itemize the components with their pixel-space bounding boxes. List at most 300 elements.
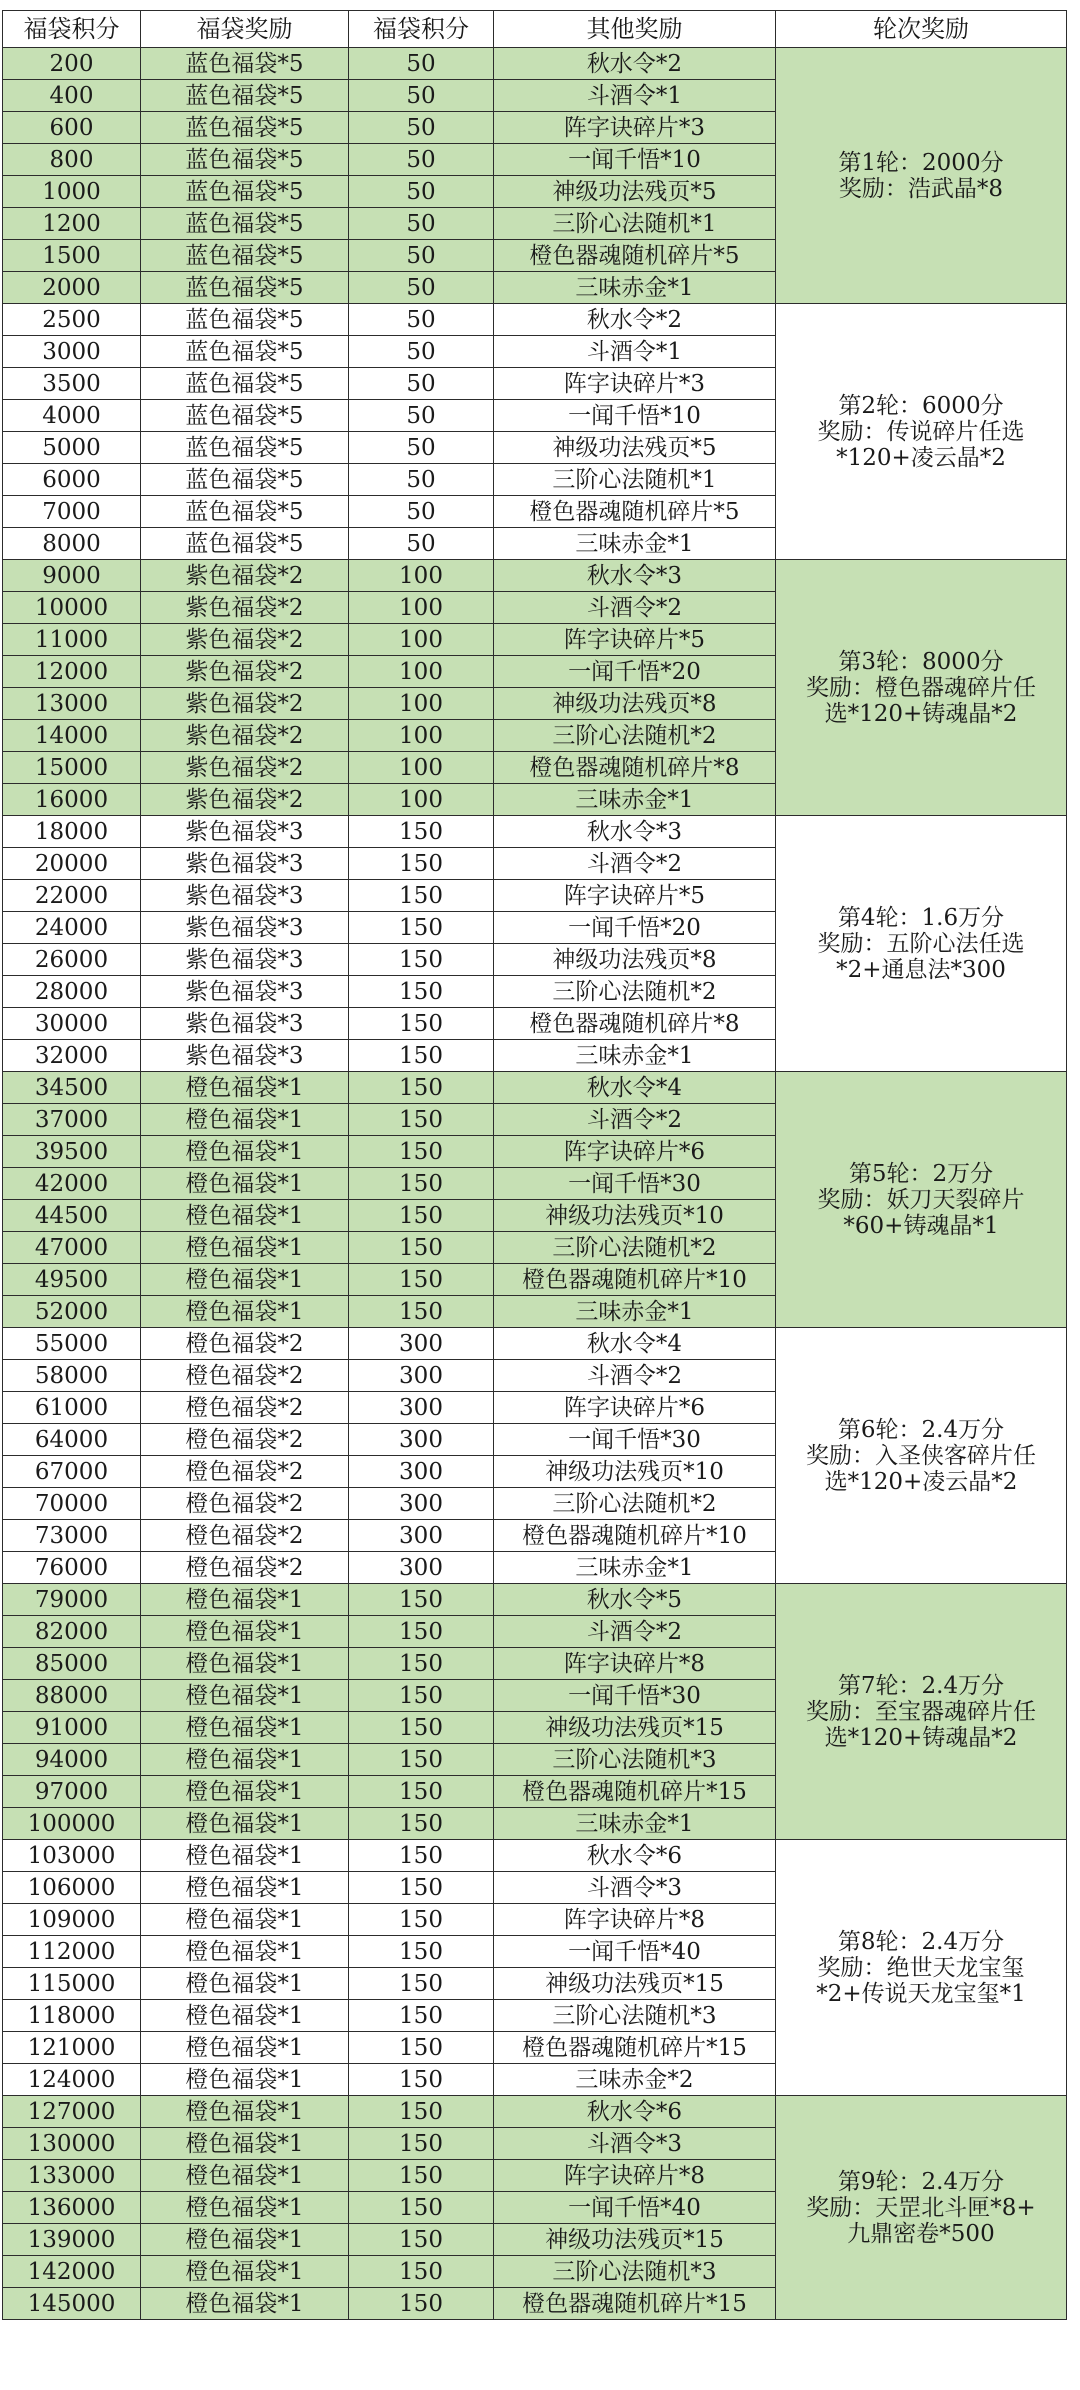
bag-reward-cell: 橙色福袋*1 bbox=[141, 2032, 349, 2064]
round-reward-line: 选*120+凌云晶*2 bbox=[824, 1468, 1018, 1495]
round-title: 第2轮：6000分 bbox=[838, 392, 1004, 419]
bag-points-2-cell: 50 bbox=[349, 496, 494, 528]
bag-points-cell: 73000 bbox=[3, 1520, 141, 1552]
bag-reward-cell: 蓝色福袋*5 bbox=[141, 112, 349, 144]
round-reward-cell bbox=[776, 304, 1067, 560]
bag-points-2-cell: 300 bbox=[349, 1392, 494, 1424]
table-row bbox=[3, 2096, 1067, 2128]
bag-reward-cell: 紫色福袋*2 bbox=[141, 592, 349, 624]
bag-points-2-cell: 50 bbox=[349, 368, 494, 400]
other-reward-cell: 斗酒令*3 bbox=[494, 1872, 776, 1904]
round-reward-line: *60+铸魂晶*1 bbox=[843, 1212, 999, 1239]
other-reward-cell: 三味赤金*2 bbox=[494, 2064, 776, 2096]
bag-points-2-cell: 100 bbox=[349, 560, 494, 592]
other-reward-cell: 三阶心法随机*1 bbox=[494, 208, 776, 240]
bag-points-2-cell: 150 bbox=[349, 2192, 494, 2224]
bag-points-cell: 9000 bbox=[3, 560, 141, 592]
other-reward-cell: 阵字诀碎片*3 bbox=[494, 112, 776, 144]
bag-points-cell: 100000 bbox=[3, 1808, 141, 1840]
bag-points-cell: 18000 bbox=[3, 816, 141, 848]
bag-points-cell: 118000 bbox=[3, 2000, 141, 2032]
bag-points-2-cell: 150 bbox=[349, 912, 494, 944]
bag-points-2-cell: 150 bbox=[349, 816, 494, 848]
other-reward-cell: 斗酒令*2 bbox=[494, 592, 776, 624]
bag-points-cell: 34500 bbox=[3, 1072, 141, 1104]
bag-points-cell: 133000 bbox=[3, 2160, 141, 2192]
bag-points-cell: 52000 bbox=[3, 1296, 141, 1328]
other-reward-cell: 三阶心法随机*3 bbox=[494, 1744, 776, 1776]
bag-points-2-cell: 150 bbox=[349, 1904, 494, 1936]
other-reward-cell: 三味赤金*1 bbox=[494, 1040, 776, 1072]
bag-points-2-cell: 300 bbox=[349, 1488, 494, 1520]
bag-reward-cell: 橙色福袋*1 bbox=[141, 1200, 349, 1232]
other-reward-cell: 神级功法残页*10 bbox=[494, 1200, 776, 1232]
bag-reward-cell: 橙色福袋*1 bbox=[141, 1616, 349, 1648]
bag-points-2-cell: 50 bbox=[349, 432, 494, 464]
table-row bbox=[3, 560, 1067, 592]
bag-points-cell: 58000 bbox=[3, 1360, 141, 1392]
bag-points-2-cell: 50 bbox=[349, 272, 494, 304]
table-row bbox=[3, 1328, 1067, 1360]
bag-points-2-cell: 300 bbox=[349, 1520, 494, 1552]
bag-reward-cell: 紫色福袋*3 bbox=[141, 944, 349, 976]
bag-reward-cell: 蓝色福袋*5 bbox=[141, 432, 349, 464]
bag-points-2-cell: 100 bbox=[349, 624, 494, 656]
bag-points-cell: 12000 bbox=[3, 656, 141, 688]
bag-points-2-cell: 150 bbox=[349, 2256, 494, 2288]
bag-points-cell: 800 bbox=[3, 144, 141, 176]
bag-reward-cell: 紫色福袋*3 bbox=[141, 880, 349, 912]
round-title: 第8轮：2.4万分 bbox=[837, 1928, 1005, 1955]
bag-reward-cell: 蓝色福袋*5 bbox=[141, 496, 349, 528]
bag-reward-cell: 蓝色福袋*5 bbox=[141, 208, 349, 240]
bag-points-2-cell: 50 bbox=[349, 208, 494, 240]
other-reward-cell: 橙色器魂随机碎片*8 bbox=[494, 1008, 776, 1040]
bag-points-2-cell: 150 bbox=[349, 1744, 494, 1776]
other-reward-cell: 橙色器魂随机碎片*15 bbox=[494, 2032, 776, 2064]
bag-points-cell: 1000 bbox=[3, 176, 141, 208]
bag-points-2-cell: 50 bbox=[349, 528, 494, 560]
bag-points-2-cell: 50 bbox=[349, 48, 494, 80]
bag-points-2-cell: 150 bbox=[349, 976, 494, 1008]
other-reward-cell: 一闻千悟*10 bbox=[494, 400, 776, 432]
bag-points-cell: 32000 bbox=[3, 1040, 141, 1072]
bag-points-cell: 22000 bbox=[3, 880, 141, 912]
bag-reward-cell: 蓝色福袋*5 bbox=[141, 144, 349, 176]
other-reward-cell: 三阶心法随机*2 bbox=[494, 720, 776, 752]
bag-points-2-cell: 150 bbox=[349, 944, 494, 976]
bag-points-cell: 400 bbox=[3, 80, 141, 112]
bag-reward-cell: 橙色福袋*1 bbox=[141, 2128, 349, 2160]
bag-points-2-cell: 150 bbox=[349, 2096, 494, 2128]
bag-reward-cell: 蓝色福袋*5 bbox=[141, 400, 349, 432]
bag-points-cell: 2500 bbox=[3, 304, 141, 336]
bag-reward-cell: 橙色福袋*1 bbox=[141, 1136, 349, 1168]
bag-points-cell: 55000 bbox=[3, 1328, 141, 1360]
bag-points-cell: 3500 bbox=[3, 368, 141, 400]
bag-reward-cell: 橙色福袋*2 bbox=[141, 1360, 349, 1392]
bag-points-cell: 600 bbox=[3, 112, 141, 144]
bag-points-2-cell: 50 bbox=[349, 80, 494, 112]
bag-points-cell: 44500 bbox=[3, 1200, 141, 1232]
bag-points-cell: 47000 bbox=[3, 1232, 141, 1264]
round-reward-cell bbox=[776, 816, 1067, 1072]
bag-reward-cell: 蓝色福袋*5 bbox=[141, 80, 349, 112]
bag-reward-cell: 蓝色福袋*5 bbox=[141, 240, 349, 272]
bag-points-cell: 49500 bbox=[3, 1264, 141, 1296]
other-reward-cell: 三阶心法随机*3 bbox=[494, 2000, 776, 2032]
other-reward-cell: 秋水令*6 bbox=[494, 2096, 776, 2128]
bag-points-2-cell: 150 bbox=[349, 1232, 494, 1264]
bag-points-cell: 37000 bbox=[3, 1104, 141, 1136]
bag-reward-cell: 橙色福袋*1 bbox=[141, 1168, 349, 1200]
bag-points-cell: 145000 bbox=[3, 2288, 141, 2320]
round-reward-line: 九鼎密卷*500 bbox=[847, 2220, 995, 2247]
bag-points-2-cell: 150 bbox=[349, 2032, 494, 2064]
other-reward-cell: 三味赤金*1 bbox=[494, 1808, 776, 1840]
bag-points-cell: 11000 bbox=[3, 624, 141, 656]
other-reward-cell: 秋水令*4 bbox=[494, 1328, 776, 1360]
bag-points-2-cell: 100 bbox=[349, 784, 494, 816]
bag-reward-cell: 橙色福袋*1 bbox=[141, 1776, 349, 1808]
round-title: 第3轮：8000分 bbox=[838, 648, 1004, 675]
other-reward-cell: 三味赤金*1 bbox=[494, 1552, 776, 1584]
other-reward-cell: 秋水令*2 bbox=[494, 304, 776, 336]
bag-points-2-cell: 100 bbox=[349, 688, 494, 720]
bag-points-2-cell: 150 bbox=[349, 2128, 494, 2160]
other-reward-cell: 阵字诀碎片*3 bbox=[494, 368, 776, 400]
bag-points-2-cell: 300 bbox=[349, 1552, 494, 1584]
bag-points-cell: 91000 bbox=[3, 1712, 141, 1744]
other-reward-cell: 橙色器魂随机碎片*5 bbox=[494, 240, 776, 272]
other-reward-cell: 斗酒令*2 bbox=[494, 1360, 776, 1392]
bag-points-2-cell: 150 bbox=[349, 2000, 494, 2032]
other-reward-cell: 斗酒令*2 bbox=[494, 848, 776, 880]
bag-reward-cell: 蓝色福袋*5 bbox=[141, 336, 349, 368]
bag-points-2-cell: 150 bbox=[349, 1616, 494, 1648]
bag-points-cell: 8000 bbox=[3, 528, 141, 560]
other-reward-cell: 三味赤金*1 bbox=[494, 528, 776, 560]
bag-points-cell: 85000 bbox=[3, 1648, 141, 1680]
bag-points-2-cell: 150 bbox=[349, 1264, 494, 1296]
bag-points-2-cell: 150 bbox=[349, 1872, 494, 1904]
bag-points-2-cell: 300 bbox=[349, 1328, 494, 1360]
bag-reward-cell: 橙色福袋*1 bbox=[141, 2288, 349, 2320]
other-reward-cell: 斗酒令*2 bbox=[494, 1104, 776, 1136]
bag-points-cell: 136000 bbox=[3, 2192, 141, 2224]
round-reward-line: 奖励：传说碎片任选 bbox=[817, 418, 1025, 445]
bag-points-2-cell: 50 bbox=[349, 336, 494, 368]
reward-table bbox=[2, 10, 1067, 2320]
bag-points-2-cell: 150 bbox=[349, 1936, 494, 1968]
bag-points-2-cell: 150 bbox=[349, 1840, 494, 1872]
bag-points-cell: 16000 bbox=[3, 784, 141, 816]
bag-points-cell: 39500 bbox=[3, 1136, 141, 1168]
other-reward-cell: 一闻千悟*20 bbox=[494, 656, 776, 688]
bag-points-cell: 15000 bbox=[3, 752, 141, 784]
round-reward-line: *2+通息法*300 bbox=[836, 956, 1006, 983]
bag-points-cell: 61000 bbox=[3, 1392, 141, 1424]
bag-points-cell: 26000 bbox=[3, 944, 141, 976]
bag-points-cell: 82000 bbox=[3, 1616, 141, 1648]
bag-points-2-cell: 150 bbox=[349, 1776, 494, 1808]
round-title: 第6轮：2.4万分 bbox=[837, 1416, 1005, 1443]
bag-points-cell: 139000 bbox=[3, 2224, 141, 2256]
round-reward-line: 奖励：浩武晶*8 bbox=[838, 175, 1004, 202]
bag-points-cell: 6000 bbox=[3, 464, 141, 496]
other-reward-cell: 一闻千悟*10 bbox=[494, 144, 776, 176]
other-reward-cell: 神级功法残页*8 bbox=[494, 688, 776, 720]
bag-reward-cell: 紫色福袋*2 bbox=[141, 752, 349, 784]
bag-points-2-cell: 150 bbox=[349, 2064, 494, 2096]
bag-points-cell: 13000 bbox=[3, 688, 141, 720]
bag-points-cell: 79000 bbox=[3, 1584, 141, 1616]
bag-points-2-cell: 50 bbox=[349, 240, 494, 272]
bag-reward-cell: 橙色福袋*1 bbox=[141, 1712, 349, 1744]
bag-points-2-cell: 150 bbox=[349, 2224, 494, 2256]
bag-points-2-cell: 150 bbox=[349, 2288, 494, 2320]
other-reward-cell: 三阶心法随机*3 bbox=[494, 2256, 776, 2288]
bag-points-cell: 7000 bbox=[3, 496, 141, 528]
header-other-reward: 其他奖励 bbox=[494, 11, 776, 48]
bag-points-cell: 76000 bbox=[3, 1552, 141, 1584]
bag-points-2-cell: 150 bbox=[349, 1072, 494, 1104]
bag-points-cell: 94000 bbox=[3, 1744, 141, 1776]
bag-reward-cell: 橙色福袋*1 bbox=[141, 1072, 349, 1104]
bag-reward-cell: 橙色福袋*1 bbox=[141, 2160, 349, 2192]
bag-points-cell: 106000 bbox=[3, 1872, 141, 1904]
other-reward-cell: 秋水令*4 bbox=[494, 1072, 776, 1104]
other-reward-cell: 神级功法残页*15 bbox=[494, 1968, 776, 2000]
bag-reward-cell: 橙色福袋*1 bbox=[141, 2192, 349, 2224]
bag-points-2-cell: 150 bbox=[349, 2160, 494, 2192]
bag-points-cell: 42000 bbox=[3, 1168, 141, 1200]
other-reward-cell: 秋水令*2 bbox=[494, 48, 776, 80]
header-bag-points: 福袋积分 bbox=[3, 11, 141, 48]
other-reward-cell: 橙色器魂随机碎片*15 bbox=[494, 2288, 776, 2320]
other-reward-cell: 秋水令*3 bbox=[494, 816, 776, 848]
bag-reward-cell: 紫色福袋*2 bbox=[141, 624, 349, 656]
other-reward-cell: 一闻千悟*40 bbox=[494, 2192, 776, 2224]
bag-points-cell: 200 bbox=[3, 48, 141, 80]
bag-points-2-cell: 150 bbox=[349, 1040, 494, 1072]
other-reward-cell: 秋水令*3 bbox=[494, 560, 776, 592]
table-row bbox=[3, 1072, 1067, 1104]
other-reward-cell: 斗酒令*1 bbox=[494, 336, 776, 368]
bag-points-cell: 2000 bbox=[3, 272, 141, 304]
bag-points-2-cell: 150 bbox=[349, 1136, 494, 1168]
other-reward-cell: 神级功法残页*5 bbox=[494, 432, 776, 464]
bag-points-2-cell: 300 bbox=[349, 1424, 494, 1456]
bag-points-cell: 1200 bbox=[3, 208, 141, 240]
other-reward-cell: 橙色器魂随机碎片*8 bbox=[494, 752, 776, 784]
other-reward-cell: 神级功法残页*15 bbox=[494, 1712, 776, 1744]
other-reward-cell: 神级功法残页*15 bbox=[494, 2224, 776, 2256]
bag-reward-cell: 紫色福袋*3 bbox=[141, 848, 349, 880]
bag-points-cell: 67000 bbox=[3, 1456, 141, 1488]
bag-points-cell: 10000 bbox=[3, 592, 141, 624]
bag-points-cell: 64000 bbox=[3, 1424, 141, 1456]
other-reward-cell: 秋水令*6 bbox=[494, 1840, 776, 1872]
other-reward-cell: 阵字诀碎片*6 bbox=[494, 1392, 776, 1424]
bag-points-cell: 103000 bbox=[3, 1840, 141, 1872]
bag-reward-cell: 橙色福袋*2 bbox=[141, 1488, 349, 1520]
other-reward-cell: 斗酒令*2 bbox=[494, 1616, 776, 1648]
round-reward-line: 奖励：橙色器魂碎片任 bbox=[806, 674, 1036, 701]
table-row bbox=[3, 304, 1067, 336]
other-reward-cell: 一闻千悟*40 bbox=[494, 1936, 776, 1968]
bag-reward-cell: 橙色福袋*1 bbox=[141, 1808, 349, 1840]
bag-points-cell: 28000 bbox=[3, 976, 141, 1008]
bag-points-2-cell: 100 bbox=[349, 656, 494, 688]
bag-reward-cell: 橙色福袋*1 bbox=[141, 1872, 349, 1904]
bag-reward-cell: 紫色福袋*2 bbox=[141, 720, 349, 752]
round-title: 第9轮：2.4万分 bbox=[837, 2168, 1005, 2195]
bag-points-2-cell: 150 bbox=[349, 1648, 494, 1680]
bag-points-2-cell: 150 bbox=[349, 880, 494, 912]
other-reward-cell: 三味赤金*1 bbox=[494, 784, 776, 816]
bag-points-cell: 24000 bbox=[3, 912, 141, 944]
round-reward-line: *120+凌云晶*2 bbox=[836, 444, 1006, 471]
bag-reward-cell: 橙色福袋*1 bbox=[141, 1936, 349, 1968]
round-reward-line: 奖励：至宝器魂碎片任 bbox=[806, 1698, 1036, 1725]
bag-points-2-cell: 150 bbox=[349, 1808, 494, 1840]
bag-reward-cell: 橙色福袋*1 bbox=[141, 2064, 349, 2096]
bag-reward-cell: 橙色福袋*2 bbox=[141, 1456, 349, 1488]
other-reward-cell: 阵字诀碎片*8 bbox=[494, 2160, 776, 2192]
bag-points-cell: 124000 bbox=[3, 2064, 141, 2096]
other-reward-cell: 三阶心法随机*1 bbox=[494, 464, 776, 496]
bag-reward-cell: 橙色福袋*1 bbox=[141, 1584, 349, 1616]
other-reward-cell: 一闻千悟*30 bbox=[494, 1424, 776, 1456]
other-reward-cell: 橙色器魂随机碎片*15 bbox=[494, 1776, 776, 1808]
bag-reward-cell: 紫色福袋*3 bbox=[141, 912, 349, 944]
bag-points-cell: 127000 bbox=[3, 2096, 141, 2128]
bag-reward-cell: 橙色福袋*1 bbox=[141, 2000, 349, 2032]
round-reward-line: 奖励：入圣侠客碎片任 bbox=[806, 1442, 1036, 1469]
round-reward-line: 选*120+铸魂晶*2 bbox=[824, 1724, 1018, 1751]
bag-points-2-cell: 300 bbox=[349, 1456, 494, 1488]
bag-points-cell: 142000 bbox=[3, 2256, 141, 2288]
table-body bbox=[3, 48, 1067, 2320]
round-reward-cell bbox=[776, 2096, 1067, 2320]
bag-reward-cell: 橙色福袋*1 bbox=[141, 1680, 349, 1712]
round-reward-cell bbox=[776, 560, 1067, 816]
bag-reward-cell: 橙色福袋*1 bbox=[141, 1232, 349, 1264]
bag-points-2-cell: 50 bbox=[349, 112, 494, 144]
table-row bbox=[3, 816, 1067, 848]
other-reward-cell: 阵字诀碎片*6 bbox=[494, 1136, 776, 1168]
bag-reward-cell: 紫色福袋*2 bbox=[141, 688, 349, 720]
bag-points-cell: 30000 bbox=[3, 1008, 141, 1040]
header-bag-points-2: 福袋积分 bbox=[349, 11, 494, 48]
bag-points-2-cell: 150 bbox=[349, 1168, 494, 1200]
bag-reward-cell: 橙色福袋*1 bbox=[141, 1104, 349, 1136]
bag-reward-cell: 紫色福袋*2 bbox=[141, 560, 349, 592]
bag-points-2-cell: 50 bbox=[349, 304, 494, 336]
bag-points-2-cell: 50 bbox=[349, 144, 494, 176]
bag-points-2-cell: 150 bbox=[349, 1584, 494, 1616]
bag-points-cell: 88000 bbox=[3, 1680, 141, 1712]
bag-points-2-cell: 100 bbox=[349, 592, 494, 624]
bag-points-cell: 3000 bbox=[3, 336, 141, 368]
other-reward-cell: 一闻千悟*30 bbox=[494, 1168, 776, 1200]
bag-points-2-cell: 50 bbox=[349, 176, 494, 208]
other-reward-cell: 阵字诀碎片*8 bbox=[494, 1648, 776, 1680]
bag-points-2-cell: 150 bbox=[349, 1296, 494, 1328]
bag-points-cell: 4000 bbox=[3, 400, 141, 432]
other-reward-cell: 三阶心法随机*2 bbox=[494, 976, 776, 1008]
bag-reward-cell: 橙色福袋*2 bbox=[141, 1552, 349, 1584]
bag-reward-cell: 橙色福袋*2 bbox=[141, 1392, 349, 1424]
bag-reward-cell: 蓝色福袋*5 bbox=[141, 528, 349, 560]
bag-points-2-cell: 150 bbox=[349, 1680, 494, 1712]
bag-points-cell: 121000 bbox=[3, 2032, 141, 2064]
other-reward-cell: 橙色器魂随机碎片*5 bbox=[494, 496, 776, 528]
bag-reward-cell: 橙色福袋*2 bbox=[141, 1520, 349, 1552]
round-title: 第7轮：2.4万分 bbox=[837, 1672, 1005, 1699]
table-row bbox=[3, 1840, 1067, 1872]
round-title: 第5轮：2万分 bbox=[848, 1160, 994, 1187]
other-reward-cell: 阵字诀碎片*8 bbox=[494, 1904, 776, 1936]
header-row bbox=[3, 11, 1067, 48]
round-title: 第1轮：2000分 bbox=[838, 149, 1004, 176]
round-reward-cell bbox=[776, 48, 1067, 304]
other-reward-cell: 神级功法残页*10 bbox=[494, 1456, 776, 1488]
bag-reward-cell: 蓝色福袋*5 bbox=[141, 272, 349, 304]
other-reward-cell: 阵字诀碎片*5 bbox=[494, 624, 776, 656]
bag-points-2-cell: 300 bbox=[349, 1360, 494, 1392]
table-row bbox=[3, 48, 1067, 80]
round-title: 第4轮：1.6万分 bbox=[837, 904, 1005, 931]
bag-points-cell: 1500 bbox=[3, 240, 141, 272]
round-reward-cell bbox=[776, 1072, 1067, 1328]
round-reward-line: 奖励：绝世天龙宝玺 bbox=[817, 1954, 1025, 1981]
bag-points-2-cell: 100 bbox=[349, 752, 494, 784]
bag-reward-cell: 紫色福袋*3 bbox=[141, 976, 349, 1008]
other-reward-cell: 一闻千悟*20 bbox=[494, 912, 776, 944]
table-row bbox=[3, 1584, 1067, 1616]
bag-reward-cell: 橙色福袋*1 bbox=[141, 2256, 349, 2288]
bag-points-2-cell: 150 bbox=[349, 1200, 494, 1232]
bag-points-2-cell: 150 bbox=[349, 1104, 494, 1136]
other-reward-cell: 三味赤金*1 bbox=[494, 272, 776, 304]
bag-reward-cell: 橙色福袋*1 bbox=[141, 1840, 349, 1872]
bag-reward-cell: 橙色福袋*1 bbox=[141, 2096, 349, 2128]
other-reward-cell: 橙色器魂随机碎片*10 bbox=[494, 1520, 776, 1552]
bag-reward-cell: 橙色福袋*2 bbox=[141, 1424, 349, 1456]
bag-points-cell: 20000 bbox=[3, 848, 141, 880]
bag-reward-cell: 橙色福袋*2 bbox=[141, 1328, 349, 1360]
bag-reward-cell: 橙色福袋*1 bbox=[141, 1968, 349, 2000]
bag-reward-cell: 蓝色福袋*5 bbox=[141, 464, 349, 496]
round-reward-cell bbox=[776, 1328, 1067, 1584]
round-reward-line: *2+传说天龙宝玺*1 bbox=[816, 1980, 1026, 2007]
other-reward-cell: 斗酒令*3 bbox=[494, 2128, 776, 2160]
bag-points-2-cell: 150 bbox=[349, 1712, 494, 1744]
bag-reward-cell: 橙色福袋*1 bbox=[141, 1648, 349, 1680]
round-reward-line: 奖励：五阶心法任选 bbox=[817, 930, 1025, 957]
bag-reward-cell: 紫色福袋*3 bbox=[141, 1008, 349, 1040]
bag-points-cell: 14000 bbox=[3, 720, 141, 752]
bag-points-2-cell: 50 bbox=[349, 400, 494, 432]
bag-points-cell: 115000 bbox=[3, 1968, 141, 2000]
header-bag-reward: 福袋奖励 bbox=[141, 11, 349, 48]
other-reward-cell: 神级功法残页*8 bbox=[494, 944, 776, 976]
bag-points-2-cell: 150 bbox=[349, 1008, 494, 1040]
bag-reward-cell: 橙色福袋*1 bbox=[141, 1264, 349, 1296]
bag-points-cell: 112000 bbox=[3, 1936, 141, 1968]
